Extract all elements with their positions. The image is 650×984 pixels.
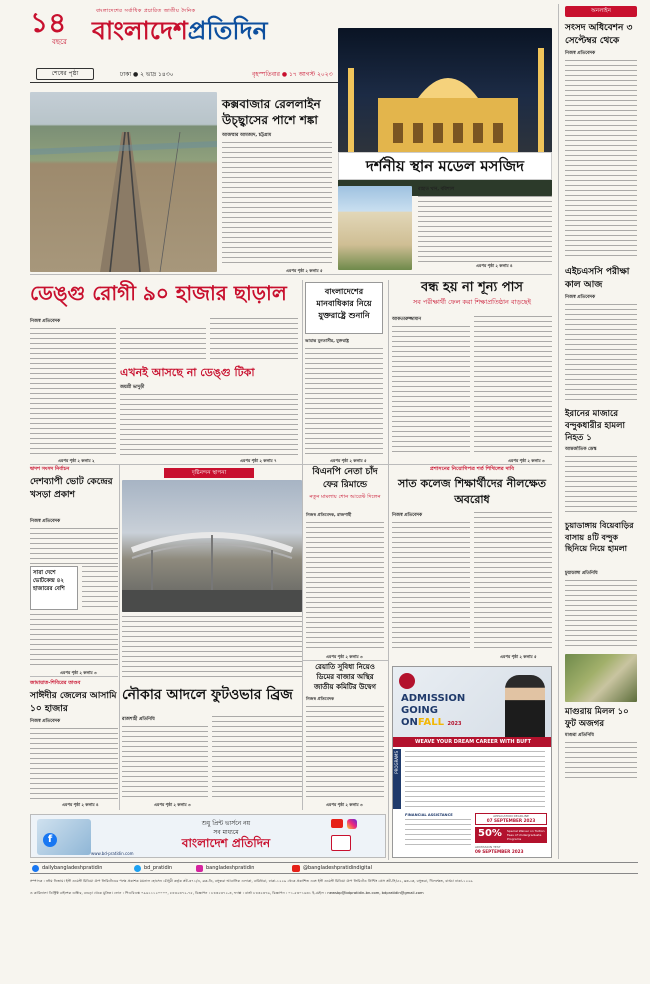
college-byline: নিজস্ব প্রতিবেদক [392, 513, 423, 518]
footbridge-body-col1 [122, 726, 208, 800]
social-other[interactable]: @bangladeshpratidindigital [303, 865, 372, 871]
bnp-body [306, 522, 384, 652]
buft-on-fall [401, 717, 461, 728]
vaccine-headline-box [120, 364, 298, 382]
social-instagram-icon [196, 865, 203, 872]
promo-logo [331, 835, 351, 851]
buft-deadline: 07 SEPTEMBER 2023 [486, 818, 536, 823]
masthead-title-part2: প্রতিদিন [187, 16, 268, 45]
mosque-exterior-photo [338, 186, 412, 270]
buft-logo [399, 673, 415, 689]
vaccine-byline: জয়শ্রী ভাদুড়ী [120, 385, 145, 390]
online-badge-label: অনলাইন [591, 8, 611, 14]
dengue-continued: এরপর পৃষ্ঠা ২ কলাম ২ [58, 458, 95, 463]
online-badge [565, 6, 637, 17]
college-kicker: প্রশাসনের নিয়োগিপত্র শর্ত শিথিলের দাবি [429, 466, 515, 472]
college-headline[interactable]: সাত কলেজ শিক্ষার্থীদের নীলক্ষেত অবরোধ [397, 477, 547, 506]
footbridge-caption [122, 616, 302, 678]
buft-programs-label [393, 749, 401, 809]
buft-aid-list [405, 819, 471, 849]
footbridge-photo [122, 480, 302, 612]
buft-banner-text: WEAVE YOUR DREAM CAREER WITH BUFT [414, 739, 532, 745]
sidebar-story-3-byline: আন্তর্জাতিক ডেস্ক [565, 447, 597, 452]
buft-programs-list [405, 751, 545, 807]
social-twitter-icon [134, 865, 141, 872]
photo-label [164, 468, 254, 478]
buft-waiver-box [475, 827, 547, 843]
sidebar-story-1-headline[interactable]: সংসদ অধিবেশন ৩ সেপ্টেম্বর থেকে [565, 23, 633, 46]
row-divider-4 [303, 660, 388, 661]
vaccine-continued: এরপর পৃষ্ঠা ২ কলাম ৭ [240, 458, 277, 463]
footbridge-headline[interactable]: নৌকার আদলে ফুটওভার ব্রিজ [122, 687, 293, 703]
buft-percent: 50% [478, 828, 502, 839]
masthead [0, 0, 650, 96]
column-divider-3 [119, 464, 120, 810]
bnp-subhead: নতুন মামলায় শোন আরেস্ট দিলেন [309, 494, 381, 500]
buft-programs-text: PROGRAMS [394, 751, 399, 774]
row-divider-1 [30, 274, 552, 275]
railway-headline[interactable]: কক্সবাজার রেললাইন উচ্ছ্বাসের পাশে শঙ্কা [222, 97, 321, 127]
us-byline: আমান্ত মুনতাসীর, যুক্তরাষ্ট্র [305, 338, 349, 343]
social-facebook-icon [32, 865, 39, 872]
zero-pass-body-col1 [392, 326, 470, 456]
zero-pass-headline[interactable]: বন্ধ হয় না শূন্য পাস [420, 280, 524, 295]
anniversary-word: বছরে [52, 38, 67, 46]
dengue-body-col2 [120, 328, 206, 362]
railway-continued: এরপর পৃষ্ঠা ২ কলাম ৫ [286, 268, 323, 273]
ec-headline[interactable]: দেশব্যাপী ভোট কেন্দ্রের খসড়া প্রকাশ [30, 477, 113, 500]
jamaat-body [30, 728, 118, 800]
sidebar-story-1-body [565, 60, 637, 260]
sidebar-story-1-byline: নিজস্ব প্রতিবেদক [565, 51, 596, 56]
date-english: বৃহস্পতিবার ● ১৭ আগস্ট ২০২৩ [252, 71, 333, 78]
column-divider-1 [302, 280, 303, 810]
mosque-headline[interactable]: দর্শনীয় স্থান মডেল মসজিদ [365, 157, 525, 175]
mosque-byline: রাহাত খান, বরিশাল [418, 187, 455, 192]
buft-going: GOING [401, 705, 439, 716]
snake-photo [565, 654, 637, 702]
college-continued: এরপর পৃষ্ঠা ২ কলাম ৫ [500, 654, 537, 659]
sidebar-story-3-headline[interactable]: ইরানের মাজারে বন্দুকধারীর হামলা নিহত ১ [565, 409, 625, 443]
ec-body-side [82, 566, 118, 610]
date-bangla: ঢাকা ● ২ ভাদ্র ১৪৩০ [120, 71, 174, 78]
sidebar-story-4-headline[interactable]: চুয়াডাঙ্গায় বিয়েবাড়ির বাসায় ৪টি বন্দুক ছিনিয়ে নিয়ে হামলা [565, 521, 634, 553]
ec-inset-title: সারা দেশে ভোটকেন্দ্র ৪২ হাজারের বেশি [33, 570, 65, 592]
export-continued: এরপর পৃষ্ঠা ২ কলাম ৩ [326, 802, 363, 807]
railway-body [222, 142, 332, 267]
jamaat-byline: নিজস্ব প্রতিবেদক [30, 719, 61, 724]
buft-test-label: ADMISSION TEST [475, 845, 501, 849]
vaccine-body [120, 394, 298, 458]
page-label-box [36, 68, 94, 80]
buft-graduate-figure [505, 675, 545, 737]
promo-line-1: শুধু প্রিন্ট ভার্সনে নয় [201, 820, 251, 827]
buft-test-box [475, 845, 547, 857]
social-facebook[interactable]: dailybangladeshpratidin [42, 865, 103, 871]
sidebar [558, 4, 638, 859]
mosque-body [418, 196, 552, 262]
column-divider-2 [388, 280, 389, 860]
page-label: শেষের পৃষ্ঠা [51, 70, 79, 77]
export-body [306, 706, 384, 800]
footer-imprint: সম্পাদক : নঈম নিজাম। ইস্ট ওয়েস্ট মিডিয়া গ্রুপ লিমিটেডের পক্ষে প্রকাশক ময়নাল হোসেন চৌধুরী কর্তৃক প্লট-৩৭১/এ, ব্লক-ডি, বসুন্ধরা আবাসিক এলাকা, বারিধারা, ঢাকা-১২২৯ থেকে প্রকাশিত এবং ইস্ট ওয়েস্ট মিডিয়া গ্রুপ লিমিটেড প্রিন্টিং প্রেস প্লট-সি/৫২, ব্লক-কে, বসুন্ধরা, খিলক্ষেত, বাড্ডা ঢাকা-১২২৯ [30, 879, 473, 883]
social-youtube-icon [292, 865, 300, 872]
tagline: বাংলাদেশের সর্বাধিক প্রচারিত জাতীয় দৈনিক [96, 8, 196, 14]
buft-on: ON [401, 717, 418, 728]
promo-phone-graphic [37, 819, 91, 855]
sidebar-story-2-byline: নিজস্ব প্রতিবেদক [565, 295, 596, 300]
footbridge-drawing [122, 480, 302, 612]
masthead-title-part1: বাংলাদেশ [92, 16, 188, 45]
sidebar-story-5-body [565, 742, 637, 782]
buft-deadline-box [475, 813, 547, 825]
ec-continued: এরপর পৃষ্ঠা ২ কলাম ৩ [60, 670, 97, 675]
us-headline[interactable]: বাংলাদেশের মানবাধিকার নিয়ে যুক্তরাষ্ট্রে শুনানি [316, 287, 372, 320]
social-twitter[interactable]: bd_pratidin [144, 865, 173, 871]
facebook-icon: f [43, 833, 57, 847]
college-body-col1 [392, 522, 470, 652]
sidebar-story-5-byline: মাগুরা প্রতিনিধি [565, 733, 594, 738]
buft-aid-box [405, 813, 471, 855]
buft-banner [393, 737, 552, 747]
social-bar [30, 862, 638, 874]
dengue-body-col1 [30, 328, 116, 458]
ec-kicker: দ্বাদশ সংসদ নির্বাচন [30, 466, 70, 472]
bnp-headline[interactable]: বিএনপি নেতা চাঁদ ফের রিমান্ডে [312, 467, 378, 490]
promo-url[interactable]: www.bd-pratidin.com [91, 851, 134, 856]
railway-track-drawing [30, 92, 217, 272]
dengue-headline[interactable]: ডেঙ্গু রোগী ৯০ হাজার ছাড়াল [30, 281, 287, 305]
ec-byline: নিজস্ব প্রতিবেদক [30, 519, 61, 524]
anniversary-number: ১৪ [30, 6, 67, 39]
buft-admission: ADMISSION [401, 693, 466, 704]
sidebar-story-3-body [565, 456, 637, 514]
sidebar-story-2-headline[interactable]: এইচএসসি পরীক্ষা কাল আজ [565, 267, 630, 290]
bnp-byline: নিজস্ব প্রতিবেদক, রাজশাহী [306, 512, 352, 517]
promo-brand: বাংলাদেশ প্রতিদিন [181, 836, 271, 850]
vaccine-headline[interactable]: এখনই আসছে না ডেঙ্গু টিকা [120, 366, 255, 379]
ec-inset [30, 566, 78, 610]
ec-body-top [30, 528, 118, 564]
mosque-continued: এরপর পৃষ্ঠা ২ কলাম ৪ [476, 263, 513, 268]
buft-aid-title: FINANCIAL ASSISTANCE [405, 813, 453, 817]
footbridge-body-col2 [212, 716, 302, 800]
buft-hero [393, 667, 552, 737]
sidebar-story-4-byline: চুয়াডাঙ্গা প্রতিনিধি [565, 571, 598, 576]
export-headline[interactable]: রেয়াতি সুবিধা নিয়েও ডিমের বাজার অস্থির জাতীয় কমিটির উদ্বেগ [313, 663, 376, 691]
dengue-body-col3 [210, 318, 298, 362]
railway-byline: আজম্মার আমজাদ, চট্টগ্রাম [222, 133, 272, 138]
footbridge-byline: রাজশাহী প্রতিনিধি [122, 717, 155, 722]
bnp-continued: এরপর পৃষ্ঠা ২ কলাম ৩ [326, 654, 363, 659]
anniversary-logo [30, 6, 82, 52]
sidebar-story-2-body [565, 304, 637, 402]
promo-line-2: সব মাধ্যমে [213, 829, 239, 836]
footbridge-continued: এরপর পৃষ্ঠা ২ কলাম ৩ [154, 802, 191, 807]
instagram-icon [347, 819, 357, 829]
railway-photo [30, 92, 217, 272]
mosque-headline-box [338, 152, 552, 180]
export-byline: নিজস্ব প্রতিবেদক [306, 696, 335, 701]
footer-imprint-2: ও কামিনালা ডিস্ট্রিক্ট বাইশেক ডাক্টার, বগুড়া থেকে মুদ্রিত। ফোন : পিএবিএক্স ০৯৬১১১২০০০০, ৮৪৩২৩৭২-৭৫, বিজ্ঞাপন : ৮৪৩২৩৭২-৩, ফ্যাক্স : বার্তা ৮৪৩২৩৭৬, বিজ্ঞাপন : ০১-৫৩০১৬৩১ ই-মেইল : newsbp@bdpratidin-bn.com, bdpratidin@gmail.com [30, 891, 424, 895]
row-divider-2 [30, 464, 552, 465]
us-headline-box [305, 282, 383, 334]
buft-fall: FALL [417, 717, 445, 728]
zero-pass-continued: এরপর পৃষ্ঠা ২ কলাম ৩ [508, 458, 545, 463]
jamaat-headline[interactable]: সাঈদীর জেলের আসামি ১০ হাজার [30, 691, 117, 714]
college-body-col2 [474, 512, 552, 652]
buft-deadline-label: APPLICATION DEADLINE [493, 814, 529, 818]
pratidin-promo-ad[interactable] [30, 814, 386, 858]
us-body [305, 348, 383, 456]
jamaat-kicker: জামায়াত-শিবিরের তাণ্ডব [30, 680, 81, 686]
photo-label-text: দৃষ্টিনন্দন স্থাপনা [191, 470, 227, 476]
dengue-byline: নিজস্ব প্রতিবেদক [30, 319, 61, 324]
social-instagram[interactable]: bangladeshpratidin [206, 865, 255, 871]
us-continued: এরপর পৃষ্ঠা ২ কলাম ৫ [330, 458, 367, 463]
zero-pass-byline: আকতারুজ্জামান [392, 317, 422, 322]
sidebar-story-5-headline[interactable]: মাগুরায় মিলল ১০ ফুট অজগর [565, 707, 629, 729]
youtube-icon [331, 819, 343, 828]
jamaat-continued: এরপর পৃষ্ঠা ২ কলাম ৪ [62, 802, 99, 807]
sidebar-story-4-body [565, 580, 637, 646]
buft-waiver: Special Waiver on Tuition Fees of Undergraduate Programs [507, 829, 545, 841]
row-divider-3 [30, 676, 118, 677]
zero-pass-body-col2 [474, 316, 552, 456]
buft-test-date: 09 SEPTEMBER 2023 [475, 849, 524, 854]
buft-year: 2023 [447, 721, 462, 727]
zero-pass-subhead: সব পরীক্ষার্থী ফেল করা শিক্ষাপ্রতিষ্ঠান বাড়ছেই [412, 298, 532, 306]
buft-ad[interactable] [392, 666, 552, 858]
ec-body-bottom [30, 614, 118, 668]
